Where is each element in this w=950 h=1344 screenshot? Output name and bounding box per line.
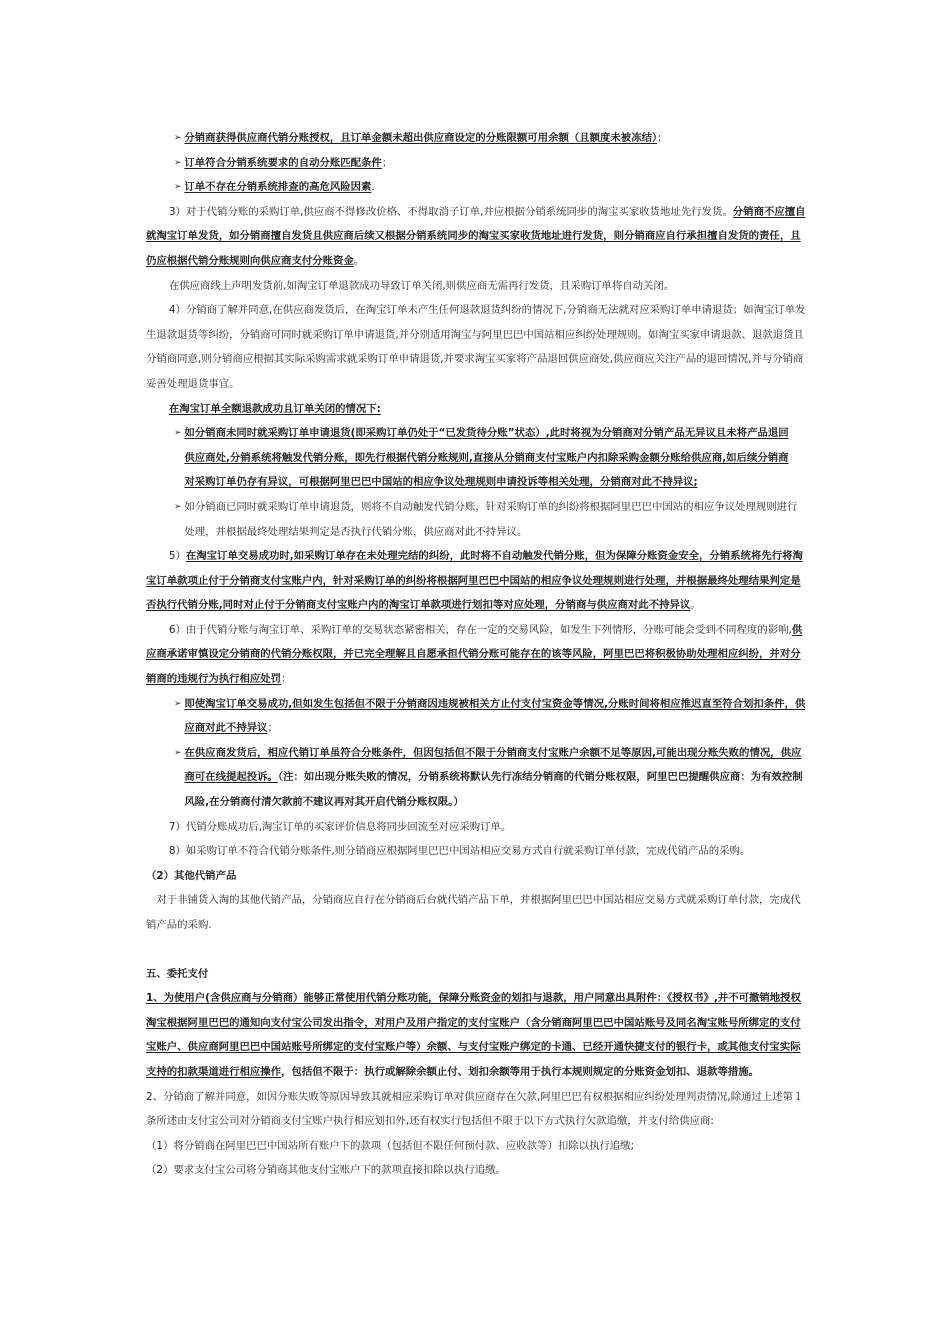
list-item: ➢ 订单符合分销系统要求的自动分账匹配条件； <box>146 151 806 176</box>
list-item: ➢ 如分销商已同时就采购订单申请退货，则将不自动触发代销分账，针对采购订单的纠纷将根据阿里巴巴中国站的相应争议处理规则进行处理，并根据最终处理结果判定是否执行代销分账，供应商对此不持异议。 <box>146 495 806 544</box>
arrow-bullet-icon: ➢ <box>174 133 185 143</box>
subheading-full-refund: 在淘宝订单全额退款成功且订单关闭的情况下: <box>168 402 381 415</box>
arrow-bullet-icon: ➢ <box>174 747 185 758</box>
list-item: ➢ 分销商获得供应商代销分账授权，且订单金额未超出供应商设定的分账限额可用余额（且额度未被冻结）； <box>146 126 806 151</box>
arrow-bullet-icon: ➢ <box>174 182 185 193</box>
paragraph-8: 8）如采购订单不符合代销分账条件,则分销商应根据阿里巴巴中国站相应交易方式自行就采购订单付款，完成代销产品的采购。 <box>168 845 751 858</box>
list-item: ➢ 在供应商发货后，相应代销订单虽符合分账条件，但因包括但不限于分销商支付宝账户余额不足等原因,可能出现分账失败的情况，供应商可在线提起投诉。（注：如出现分账失败的情况，分销系统将默认先行冻结分销商的代销分账权限，阿里巴巴提醒供应商：为有效控制风险,在分销商付清欠款前不建议再对其开启代销分账权限。） <box>146 741 806 815</box>
paragraph-7: 7）代销分账成功后,淘宝订单的买家评价信息将同步回流至对应采购订单。 <box>168 820 512 833</box>
spacer <box>146 938 806 962</box>
list-item: ➢ 即使淘宝订单交易成功,但如发生包括但不限于分销商因违规被相关方止付支付宝资金等情况,分账时间将相应推迟直至符合划扣条件，供应商对此不持异议； <box>146 692 806 741</box>
paragraph-6: 6）由于代销分账与淘宝订单、采购订单的交易状态紧密相关，存在一定的交易风险，如发生下列情形，分账可能会受到不同程度的影响,供应商承诺审慎设定分销商的代销分账权限，并已完全理解且自愿承担代销分账可能存在的该等风险，阿里巴巴将积极协助处理相应纠纷，并对分销商的违规行为执行相应处罚： <box>146 623 803 686</box>
paragraph-q2-1: （1）将分销商在阿里巴巴中国站所有账户下的款项（包括但不限任何预付款、应收款等）扣除以执行追缴; <box>146 1139 635 1152</box>
heading-section-5: 五、委托支付 <box>146 967 209 980</box>
list-item: ➢ 如分销商未同时就采购订单申请退货(即采购订单仍处于“已发货待分账”状态）,此时将视为分销商对分销产品无异议且未将产品退回供应商处,分销系统将触发代销分账，即先行根据代销分账规则,直接从分销商支付宝账户内扣除采购金额分账给供应商,如后续分销商对采购订单仍存有异议，可根据阿里巴巴中国站的相应争议处理规则申请投诉等相关处理，分销商对此不持异议; <box>146 421 806 495</box>
paragraph-other: 对于非铺货入淘的其他代销产品，分销商应自行在分销商后台就代销产品下单，并根据阿里巴巴中国站相应交易方式就采购订单付款，完成代销产品的采购. <box>146 894 801 931</box>
arrow-bullet-icon: ➢ <box>174 157 185 168</box>
paragraph-4: 4）分销商了解并同意,在供应商发货后，在淘宝订单未产生任何退款退货纠纷的情况下,分销商无法就对应采购订单申请退货；如淘宝订单发生退款退货等纠纷，分销商可同时就采购订单申请退货,并分别适用淘宝与阿里巴巴中国站相应纠纷处理规则。如淘宝买家申请退款、退款退货且分销商同意,则分销商应根据其实际采购需求就采购订单申请退货,并要求淘宝买家将产品退回供应商处,供应商应关注产品的退回情况,并与分销商妥善处理退货事宜。 <box>146 304 806 390</box>
arrow-bullet-icon: ➢ <box>174 698 185 709</box>
arrow-bullet-icon: ➢ <box>174 501 185 512</box>
document-body <box>146 126 806 1183</box>
paragraph-3b: 在供应商线上声明发货前,如淘宝订单退款成功导致订单关闭,则供应商无需再行发货，且采购订单将自动关闭。 <box>168 279 675 292</box>
paragraph-q1: 1、为使用户(含供应商与分销商）能够正常使用代销分账功能，保障分账资金的划扣与退款，用户同意出具附件：《授权书》,并不可撤销地授权淘宝根据阿里巴巴的通知向支付宝公司发出指令，对用户及用户指定的支付宝账户（含分销商阿里巴巴中国站账号及同名淘宝账号所绑定的支付宝账户、供应商阿里巴巴中国站账号所绑定的支付宝账户等）余额、与支付宝账户绑定的卡通、已经开通快捷支付的银行卡，或其他支付宝实际支持的扣款渠道进行相应操作，包括但不限于：执行或解除余额止付、划扣余额等用于执行本规则规定的分账资金划扣、退款等措施。 <box>146 992 801 1078</box>
paragraph-q2-2: （2）要求支付宝公司将分销商其他支付宝账户下的款项直接扣除以执行追缴。 <box>146 1164 506 1177</box>
paragraph-q2: 2、分销商了解并同意，如因分账失败等原因导致其就相应采购订单对供应商存在欠款,阿里巴巴有权根据相应纠纷处理判责情况,除通过上述第１条所述由支付宝公司对分销商支付宝账户执行相应划扣外,还有权实行包括但不限于以下方式执行欠款追缴，并支付给供应商: <box>146 1090 804 1128</box>
arrow-bullet-icon: ➢ <box>174 428 185 439</box>
heading-other-products: （2）其他代销产品 <box>146 869 237 882</box>
paragraph-3: 3）对于代销分账的采购订单,供应商不得修改价格、不得取消子订单,并应根据分销系统同步的淘宝买家收货地址先行发货。分销商不应擅自就淘宝订单发货，如分销商擅自发货且供应商后续又根据分销系统同步的淘宝买家收货地址进行发货，则分销商应自行承担擅自发货的责任，且仍应根据代销分账规则向供应商支付分账资金。 <box>146 205 806 267</box>
paragraph-5: 5）在淘宝订单交易成功时,如采购订单存在未处理完结的纠纷，此时将不自动触发代销分账，但为保障分账资金安全，分销系统将先行将淘宝订单款项止付于分销商支付宝账户内，针对采购订单的纠纷将根据阿里巴巴中国站的相应争议处理规则进行处理，并根据最终处理结果判定是否执行代销分账,同时对止付于分销商支付宝账户内的淘宝订单款项进行划扣等对应处理，分销商与供应商对此不持异议。 <box>146 550 803 612</box>
list-item: ➢ 订单不存在分销系统排查的高危风险因素. <box>146 175 806 200</box>
